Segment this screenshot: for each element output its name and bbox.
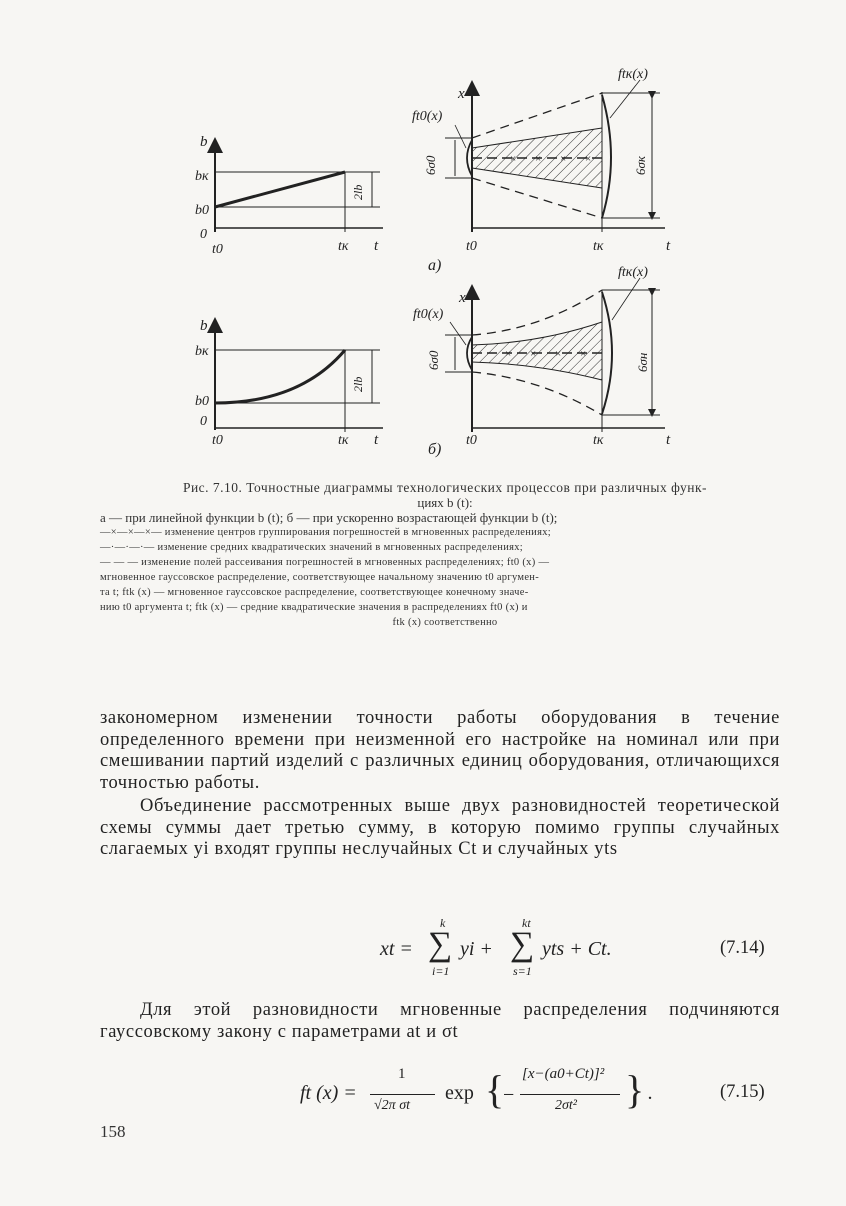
fraction-bar-2 xyxy=(520,1094,620,1095)
diagram-a xyxy=(445,80,665,232)
page-number: 158 xyxy=(100,1122,126,1141)
caption-legend-1: —×—×—×— изменение центров группирования погрешностей в мгновенных распределениях; xyxy=(100,527,551,538)
label-tk-b: tк xyxy=(593,433,604,448)
caption-title: Рис. 7.10. Точностные диаграммы технологических процессов при различных функ- xyxy=(182,480,708,495)
sum1-sign: ∑ xyxy=(428,926,453,963)
svg-text:×: × xyxy=(510,153,517,165)
formula2-num: 1 xyxy=(398,1066,406,1082)
panel-b-label: б) xyxy=(428,441,442,458)
caption-legend-3: — — — изменение полей рассеивания погрешностей в мгновенных распределениях; ft0 (x) — xyxy=(100,557,550,568)
label-ft0-a: ft0(x) xyxy=(412,109,443,124)
label-ft0-b: ft0(x) xyxy=(413,307,444,322)
label-b0-2: b0 xyxy=(195,394,209,409)
label-b: b xyxy=(200,134,208,150)
formula-7-14 xyxy=(380,918,740,978)
label-2lb-2: 2lb xyxy=(351,376,365,392)
label-t0-a: t0 xyxy=(466,239,477,254)
label-ftk-b: ftк(x) xyxy=(618,265,648,280)
paragraph-3: Для этой разновидности мгновенные распределения подчиняются гауссовскому закону с параметрами at и σt xyxy=(100,1000,780,1042)
formula2-period: . xyxy=(648,1082,653,1104)
equation-number-7-15: (7.15) xyxy=(720,1082,765,1102)
label-2lb: 2lb xyxy=(351,184,365,200)
caption-title-cont: циях b (t): xyxy=(417,495,473,510)
label-6s0-b: 6σ0 xyxy=(426,350,441,370)
formula2-den: √2π σt xyxy=(374,1098,410,1113)
label-6sk-a: 6σк xyxy=(633,156,648,175)
svg-text:×: × xyxy=(560,153,567,165)
label-t0-2: t0 xyxy=(212,433,223,448)
minus-sign: − xyxy=(503,1084,515,1106)
diagram-svg xyxy=(0,0,846,480)
brace-right: } xyxy=(625,1067,645,1112)
figure-caption xyxy=(100,480,790,630)
formula2-frac-num: [x−(a0+Ct)]² xyxy=(522,1066,605,1082)
caption-panels: а — при линейной функции b (t); б — при ускоренно возрастающей функции b (t); xyxy=(100,510,558,525)
dist-ftk-a xyxy=(602,95,611,218)
sum1-bottom: i=1 xyxy=(432,964,450,978)
diagram-b xyxy=(445,278,665,432)
term2: yts + Ct. xyxy=(542,938,612,960)
paragraph-1: закономерном изменении точности работы оборудования в течение определенного времени при неизменной его настройке на номинал или при смешивании партий изделий с различных единиц оборудования, отличающихся точностью работы. xyxy=(100,708,780,793)
brace-left: { xyxy=(485,1067,505,1112)
sum2-bottom: s=1 xyxy=(513,964,532,978)
label-t-2: t xyxy=(374,432,379,448)
svg-text:×: × xyxy=(535,153,542,165)
label-t0-b: t0 xyxy=(466,433,477,448)
sum2-top: kt xyxy=(522,916,531,930)
label-zero: 0 xyxy=(200,227,207,242)
svg-text:×: × xyxy=(585,153,592,165)
label-6s0-a: 6σ0 xyxy=(423,155,438,175)
line-b xyxy=(215,172,345,207)
label-t-a: t xyxy=(666,238,671,254)
label-6sH-b: 6σн xyxy=(635,352,650,372)
sum1-top: k xyxy=(440,916,446,930)
label-tk-a: tк xyxy=(593,239,604,254)
caption-legend-6: нию t0 аргумента t; ftk (x) — средние квадратические значения в распределениях ft0 (x) и xyxy=(100,602,528,613)
formula2-lhs: ft (x) = xyxy=(300,1082,357,1104)
label-t: t xyxy=(374,238,379,254)
formula2-frac-den: 2σt² xyxy=(555,1098,577,1113)
fraction-bar-1 xyxy=(370,1094,435,1095)
svg-text:×: × xyxy=(580,348,587,360)
svg-text:×: × xyxy=(505,348,512,360)
label-t-b: t xyxy=(666,432,671,448)
figure-7-10 xyxy=(0,0,846,480)
caption-legend-7: ftk (x) соответственно xyxy=(392,617,498,628)
label-b-2: b xyxy=(200,318,208,334)
label-bk: bк xyxy=(195,169,209,184)
label-x-b: x xyxy=(459,290,466,306)
label-t0: t0 xyxy=(212,242,223,257)
svg-text:×: × xyxy=(555,348,562,360)
label-tk-2: tк xyxy=(338,433,349,448)
curve-b xyxy=(215,350,345,403)
caption-legend-5: та t; ftk (x) — мгновенное гауссовское распределение, соответствующее конечному значе- xyxy=(100,587,529,598)
label-ftk-a: ftк(x) xyxy=(618,67,648,82)
label-bk-2: bк xyxy=(195,344,209,359)
paragraph-2: Объединение рассмотренных выше двух разновидностей теоретической схемы суммы дает третью сумму, в которую помимо группы случайных слагаемых yi входят группы неслучайных Ct и случайных yts xyxy=(100,796,780,859)
term1: yi + xyxy=(460,938,493,960)
label-tk: tк xyxy=(338,239,349,254)
equation-number-7-14: (7.14) xyxy=(720,938,765,958)
dist-ftk-b xyxy=(602,292,612,414)
sum2-sign: ∑ xyxy=(510,926,535,963)
svg-text:×: × xyxy=(530,348,537,360)
formula-lhs: xt = xyxy=(380,938,413,960)
formula-7-15 xyxy=(300,1066,720,1122)
panel-a-label: а) xyxy=(428,257,442,274)
formula2-exp: exp xyxy=(445,1082,474,1104)
label-zero-2: 0 xyxy=(200,414,207,429)
caption-legend-2: —·—·—·— изменение средних квадратических значений в мгновенных распределениях; xyxy=(100,542,524,553)
label-x-a: x xyxy=(458,86,465,102)
caption-legend-4: мгновенное гауссовское распределение, соответствующее начальному значению t0 аргумен- xyxy=(100,572,539,583)
label-b0: b0 xyxy=(195,203,209,218)
